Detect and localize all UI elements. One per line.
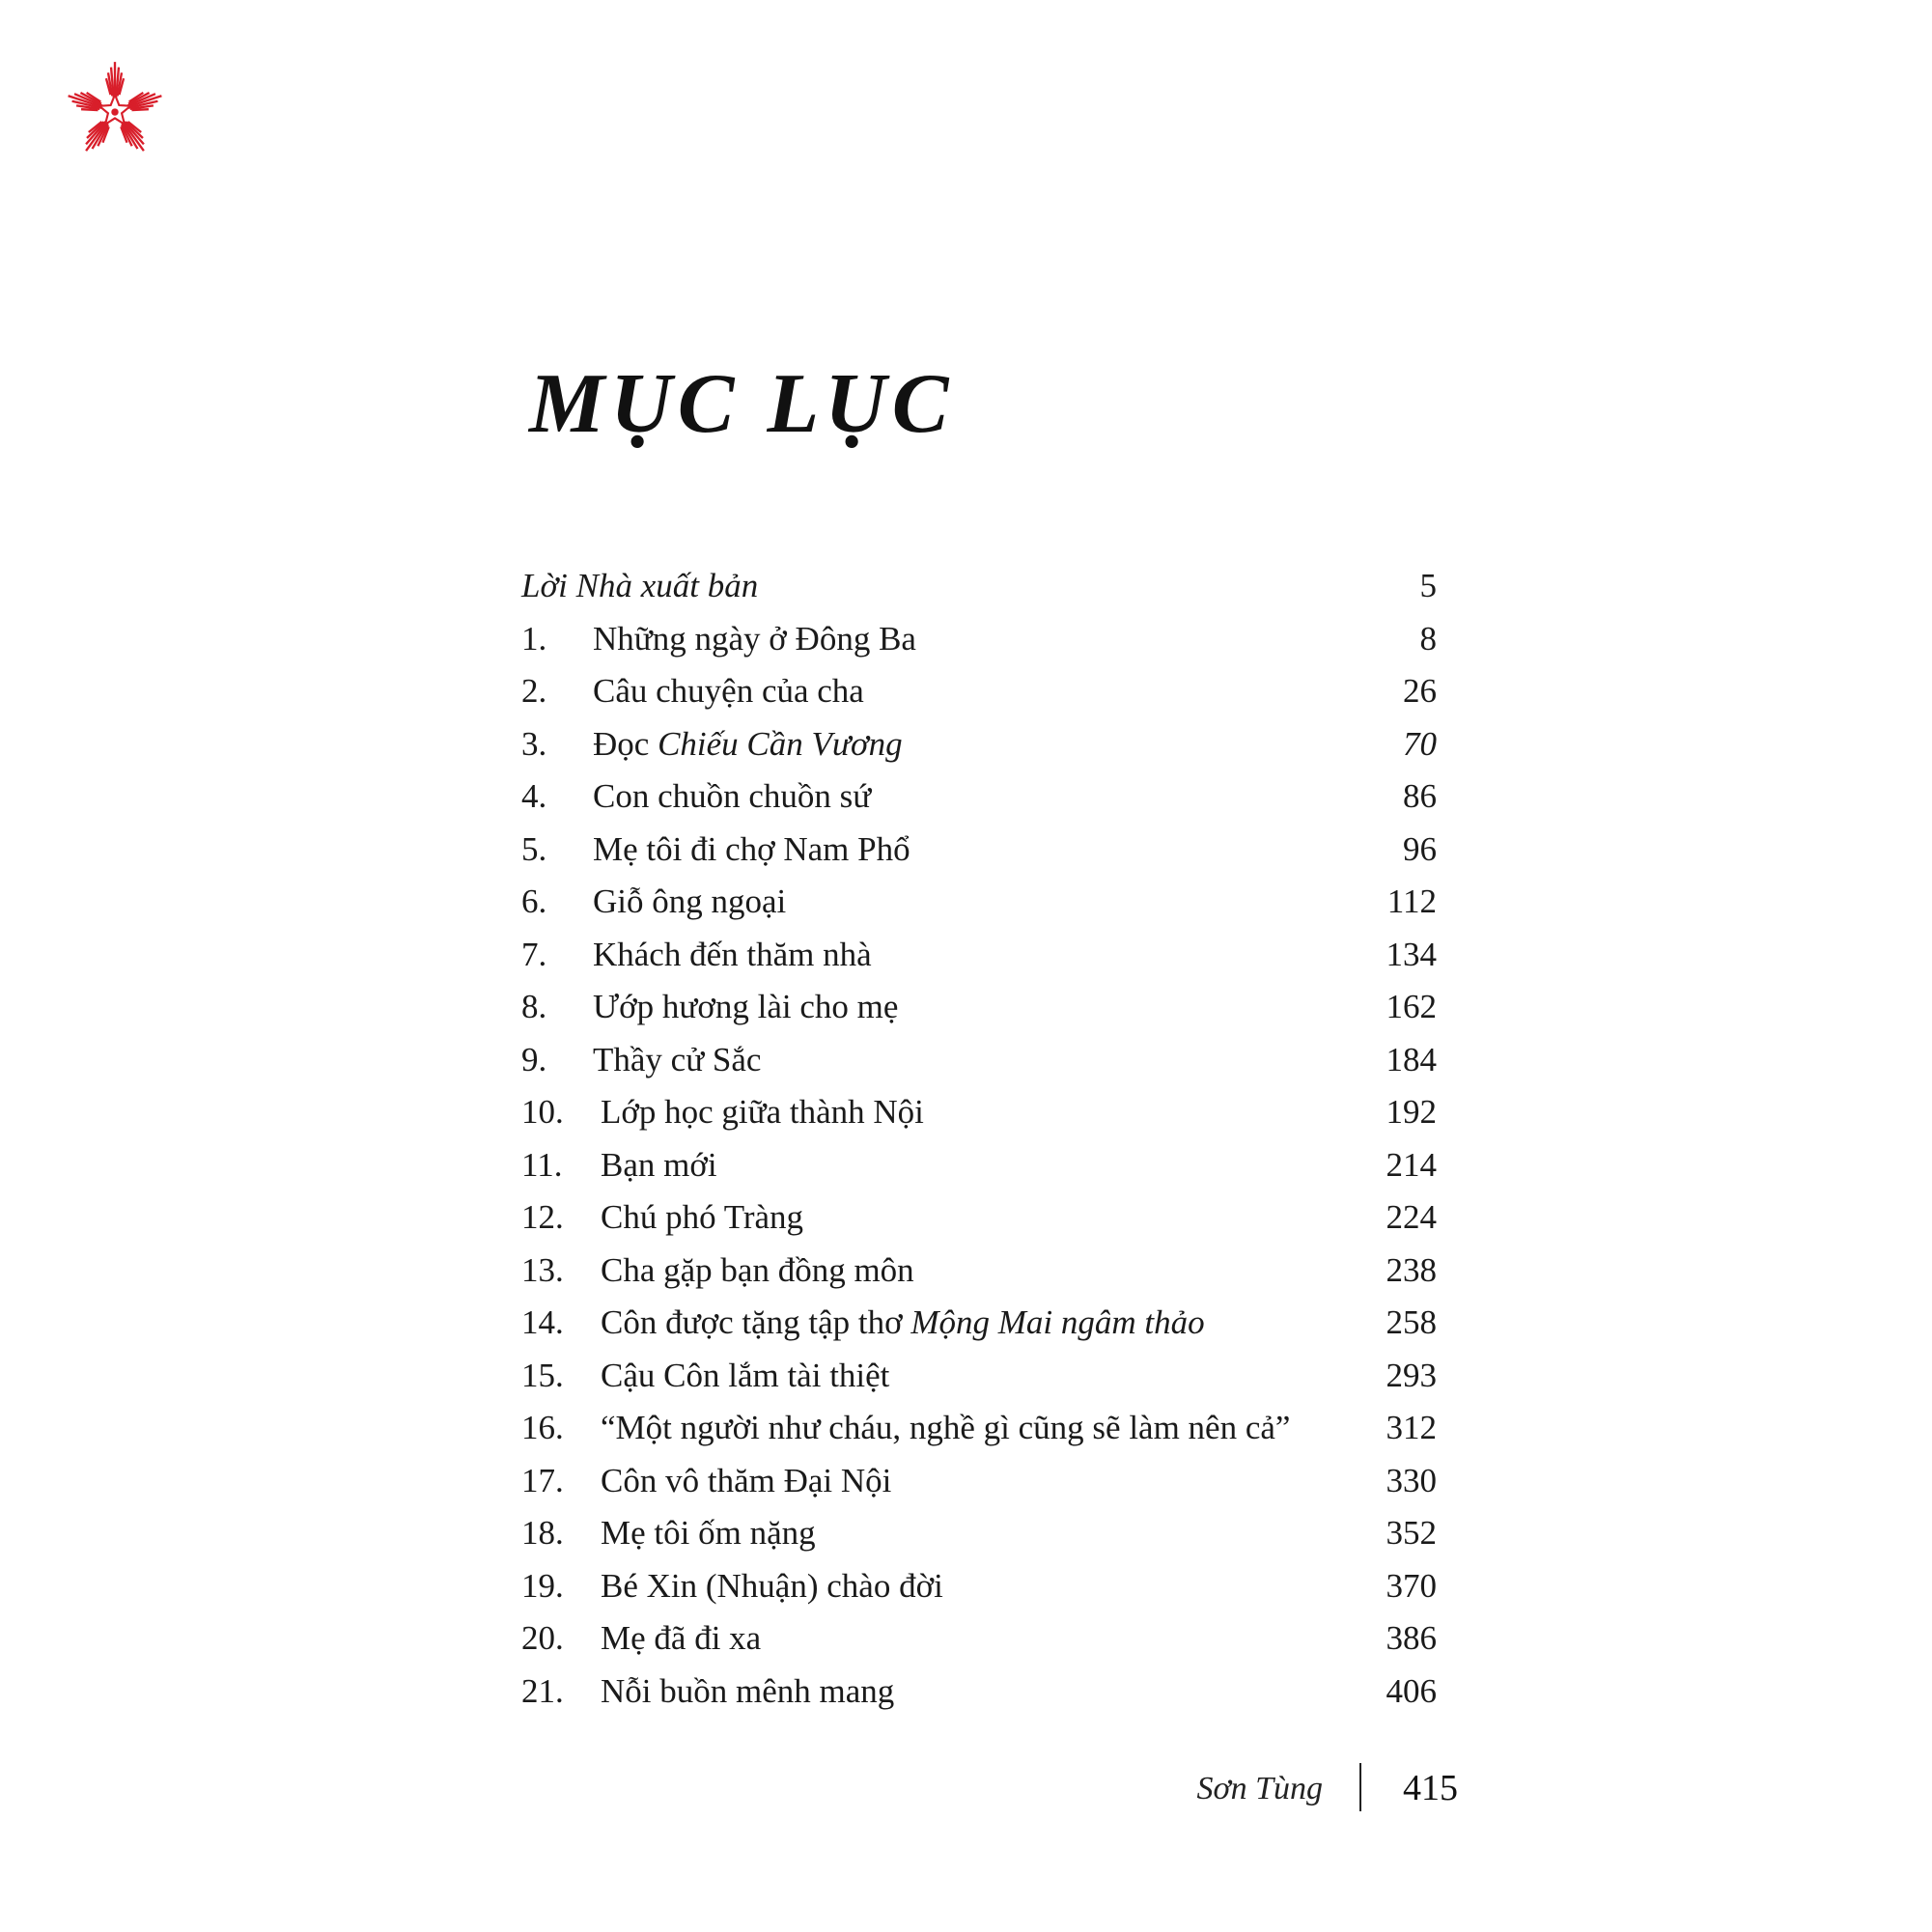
toc-entry-title: Những ngày ở Đông Ba (593, 619, 916, 658)
toc-entry-title: “Một người như cháu, nghề gì cũng sẽ làm nên cả” (601, 1409, 1291, 1446)
page-number: 415 (1403, 1768, 1458, 1808)
toc-entry-title: Chú phó Tràng (601, 1198, 804, 1236)
toc-entry-page: 134 (1386, 935, 1437, 973)
toc-entry (521, 1034, 1437, 1087)
toc-entry-page: 112 (1386, 882, 1437, 920)
toc-entry-title: Giỗ ông ngoại (593, 882, 787, 920)
toc-entry (521, 1612, 1437, 1666)
toc-entry-page: 224 (1386, 1198, 1437, 1236)
toc-entry-page: 70 (1403, 724, 1437, 763)
toc-entry-number: 1. (521, 619, 547, 658)
toc-intro-page: 5 (1419, 567, 1437, 604)
toc-entry (521, 665, 1437, 718)
toc-entry-title: Ướp hương lài cho mẹ (593, 988, 899, 1025)
toc-entry-page: 184 (1386, 1040, 1437, 1078)
toc-entry-number: 3. (521, 724, 547, 763)
toc-entry-title: Khách đến thăm nhà (593, 935, 872, 973)
toc-entry-page: 406 (1386, 1671, 1437, 1710)
logo-center-dot (111, 108, 118, 115)
toc-entry (521, 1350, 1437, 1403)
page-title: MỤC LỤC (529, 357, 955, 451)
toc-entry-number: 19. (521, 1566, 564, 1605)
toc-entry-page: 258 (1386, 1303, 1437, 1341)
toc-entry-page: 86 (1403, 777, 1437, 815)
toc-entry-page: 162 (1386, 988, 1437, 1025)
toc-entry-title-italic: Mộng Mai ngâm thảo (910, 1303, 1205, 1341)
toc-entry (521, 876, 1437, 929)
toc-entry-page: 352 (1386, 1514, 1437, 1552)
toc-entry-title: Bạn mới (601, 1145, 717, 1184)
toc-entry-page: 238 (1386, 1250, 1437, 1289)
toc-entry-number: 10. (521, 1093, 564, 1131)
toc-entry-number: 15. (521, 1356, 564, 1394)
toc-entry-page: 214 (1386, 1145, 1437, 1184)
toc-entry-title: Cậu Côn lắm tài thiệt (601, 1356, 890, 1394)
toc-entry (521, 1191, 1437, 1245)
toc-entry (521, 1666, 1437, 1719)
toc-entry-title: Con chuồn chuồn sứ (593, 777, 872, 815)
toc-entry-number: 13. (521, 1250, 564, 1289)
toc-entry-page: 26 (1403, 672, 1437, 710)
toc-entry-number: 8. (521, 988, 547, 1025)
toc-entry-title: Câu chuyện của cha (593, 672, 864, 710)
toc-intro-row (521, 560, 1437, 613)
toc-entry-page: 293 (1386, 1356, 1437, 1394)
toc-entry-number: 4. (521, 777, 547, 815)
toc-entry (521, 1455, 1437, 1508)
toc-entry-title: Nỗi buồn mênh mang (601, 1671, 895, 1710)
toc-entry-number: 16. (521, 1409, 564, 1446)
toc-entry-page: 386 (1386, 1619, 1437, 1657)
toc-entry-title: Mẹ tôi ốm nặng (601, 1514, 816, 1552)
toc-entry-number: 20. (521, 1619, 564, 1657)
toc-entry-page: 312 (1386, 1409, 1437, 1446)
toc-entry-page: 192 (1386, 1093, 1437, 1131)
toc-entry-title: Côn vô thăm Đại Nội (601, 1461, 892, 1499)
toc-intro-title: Lời Nhà xuất bản (521, 567, 759, 604)
toc-entry-title (601, 1297, 1205, 1350)
toc-entry-page: 370 (1386, 1566, 1437, 1605)
toc-entry-number: 21. (521, 1671, 564, 1710)
toc-entry-title: Thầy cử Sắc (593, 1040, 762, 1078)
toc-entry (521, 613, 1437, 666)
toc-entry (521, 929, 1437, 982)
toc-entry-number: 14. (521, 1303, 564, 1341)
toc-entry (521, 824, 1437, 877)
toc-entry (521, 1402, 1437, 1455)
toc-entry (521, 1507, 1437, 1560)
red-star-logo-icon (64, 60, 166, 162)
toc-entry-number: 5. (521, 829, 547, 868)
toc-entry (521, 770, 1437, 824)
toc-entry-page: 330 (1386, 1461, 1437, 1499)
toc-entry-title: Mẹ đã đi xa (601, 1619, 762, 1657)
toc-entry-number: 12. (521, 1198, 564, 1236)
toc-entry-number: 2. (521, 672, 547, 710)
toc-entry-number: 18. (521, 1514, 564, 1552)
toc-entry-page: 8 (1419, 619, 1437, 658)
toc-entry-number: 6. (521, 882, 547, 920)
toc-entry (521, 1139, 1437, 1192)
toc-entry (521, 1245, 1437, 1298)
toc-entry-title: Mẹ tôi đi chợ Nam Phổ (593, 829, 910, 868)
toc-entry-title: Lớp học giữa thành Nội (601, 1093, 924, 1131)
toc-entry (521, 718, 1437, 771)
footer-author: Sơn Tùng (1196, 1771, 1323, 1806)
toc-entry-title-italic: Chiếu Cần Vương (658, 724, 903, 763)
toc-entry-number: 17. (521, 1461, 564, 1499)
toc-entry-number: 9. (521, 1040, 547, 1078)
footer-divider (1359, 1763, 1361, 1811)
toc-entry-title: Cha gặp bạn đồng môn (601, 1250, 914, 1289)
toc-entry-page: 96 (1403, 829, 1437, 868)
toc-entry (521, 1086, 1437, 1139)
toc-entry-number: 7. (521, 935, 547, 973)
toc-entry-title (593, 718, 903, 771)
table-of-contents (521, 560, 1437, 1718)
logo-ray (131, 109, 148, 110)
toc-entry (521, 1560, 1437, 1613)
toc-entry-title: Bé Xin (Nhuận) chào đời (601, 1566, 943, 1605)
toc-entry (521, 1297, 1437, 1350)
page-footer (1159, 1763, 1458, 1817)
toc-entry-title-plain: Côn được tặng tập thơ (601, 1303, 911, 1341)
toc-entry (521, 981, 1437, 1034)
toc-entry-number: 11. (521, 1145, 563, 1184)
toc-entry-title-plain: Đọc (593, 724, 658, 763)
